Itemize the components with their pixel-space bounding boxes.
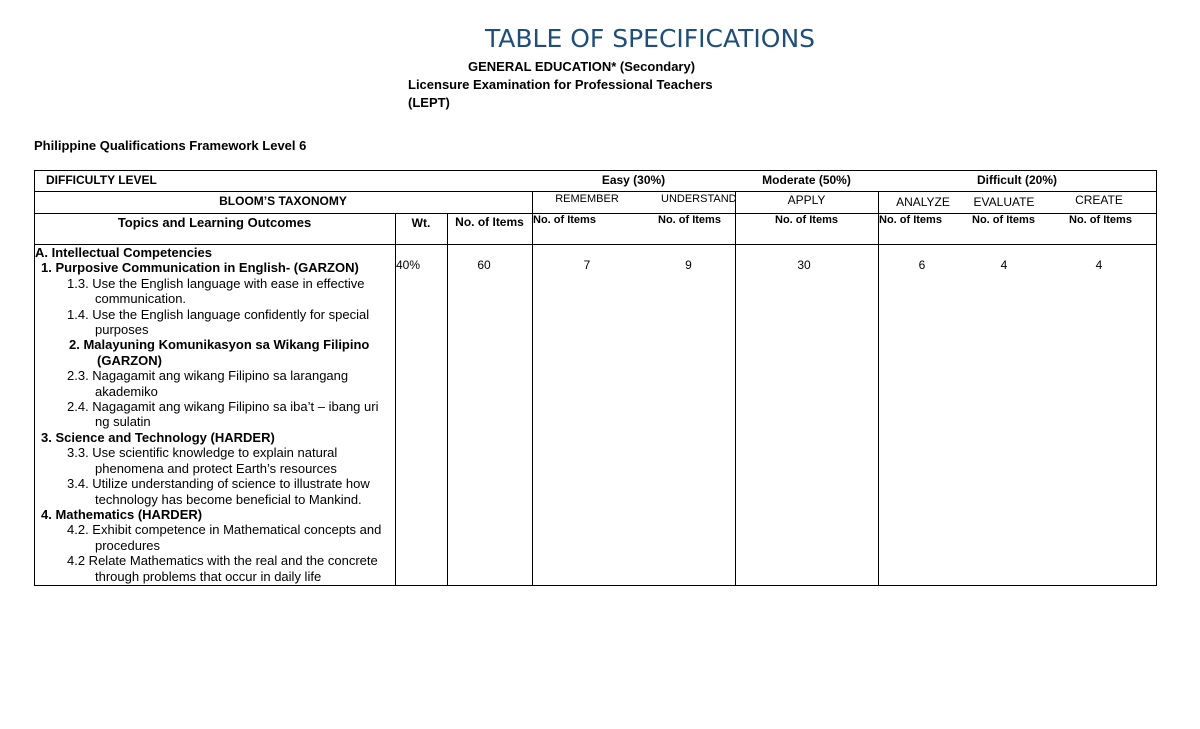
outcome-3-4: 3.4. Utilize understanding of science to illustrate how technology has become beneficial to Mankind. xyxy=(67,476,370,507)
table-border-right xyxy=(1156,170,1157,586)
apply-value: 30 xyxy=(797,258,811,272)
wt-value: 40% xyxy=(396,258,421,272)
analyze-items-header: No. of Items xyxy=(879,214,942,226)
table-rule xyxy=(532,191,533,586)
table-rule xyxy=(34,191,1157,192)
analyze-label: ANALYZE xyxy=(896,195,950,209)
table-rule xyxy=(735,191,736,586)
topic-1: 1. Purposive Communication in English- (GARZON) xyxy=(41,260,359,276)
moderate-label: Moderate (50%) xyxy=(762,173,851,187)
create-label: CREATE xyxy=(1075,193,1123,207)
difficulty-level-label: DIFFICULTY LEVEL xyxy=(46,173,157,187)
understand-items-header: No. of Items xyxy=(658,214,721,226)
subtitle-lept: (LEPT) xyxy=(408,95,450,110)
remember-items-header: No. of Items xyxy=(533,214,596,226)
items-header: No. of Items xyxy=(455,215,524,229)
easy-label: Easy (30%) xyxy=(601,173,666,187)
evaluate-label: EVALUATE xyxy=(973,195,1035,209)
outcome-4-2b: 4.2 Relate Mathematics with the real and the concrete through problems that occur in daily life xyxy=(67,553,378,584)
page-title: TABLE OF SPECIFICATIONS xyxy=(484,24,816,53)
subtitle-general-education: GENERAL EDUCATION* (Secondary) xyxy=(468,59,696,74)
remember-value: 7 xyxy=(583,258,591,272)
blooms-taxonomy-label: BLOOM’S TAXONOMY xyxy=(219,194,347,208)
topics-header: Topics and Learning Outcomes xyxy=(117,215,312,230)
topic-4: 4. Mathematics (HARDER) xyxy=(41,506,203,522)
topics-list xyxy=(35,245,395,584)
evaluate-value: 4 xyxy=(1000,258,1008,272)
wt-header: Wt. xyxy=(411,216,431,230)
understand-label: UNDERSTAND xyxy=(661,193,737,205)
table-border-top xyxy=(34,170,1157,171)
outcome-2-3: 2.3. Nagagamit ang wikang Filipino sa larangang akademiko xyxy=(67,368,349,399)
apply-label: APPLY xyxy=(787,193,826,207)
section-heading: A. Intellectual Competencies xyxy=(35,245,212,260)
table-rule xyxy=(878,191,879,586)
analyze-value: 6 xyxy=(918,258,926,272)
outcome-1-4: 1.4. Use the English language confidently for special purposes xyxy=(67,306,370,338)
outcome-1-3: 1.3. Use the English language with ease in effective communication. xyxy=(67,275,365,307)
items-value: 60 xyxy=(477,258,491,272)
outcome-2-4: 2.4. Nagagamit ang wikang Filipino sa iba’t – ibang uri ng sulatin xyxy=(67,399,379,430)
create-items-header: No. of Items xyxy=(1069,214,1132,226)
evaluate-items-header: No. of Items xyxy=(972,214,1035,226)
apply-items-header: No. of Items xyxy=(775,214,838,226)
topic-3: 3. Science and Technology (HARDER) xyxy=(41,429,275,445)
outcome-4-2a: 4.2. Exhibit competence in Mathematical concepts and procedures xyxy=(67,522,382,553)
subtitle-licensure: Licensure Examination for Professional Teachers xyxy=(408,77,713,92)
remember-label: REMEMBER xyxy=(555,193,619,205)
difficult-label: Difficult (20%) xyxy=(976,173,1057,187)
topic-2: 2. Malayuning Komunikasyon sa Wikang Filipino (GARZON) xyxy=(69,337,370,368)
framework-label: Philippine Qualifications Framework Level 6 xyxy=(34,138,307,153)
outcome-3-3: 3.3. Use scientific knowledge to explain natural phenomena and protect Earth’s resources xyxy=(67,445,338,476)
create-value: 4 xyxy=(1095,258,1103,272)
understand-value: 9 xyxy=(685,258,692,272)
specifications-table xyxy=(34,170,1157,586)
table-border-bottom xyxy=(34,585,1157,586)
